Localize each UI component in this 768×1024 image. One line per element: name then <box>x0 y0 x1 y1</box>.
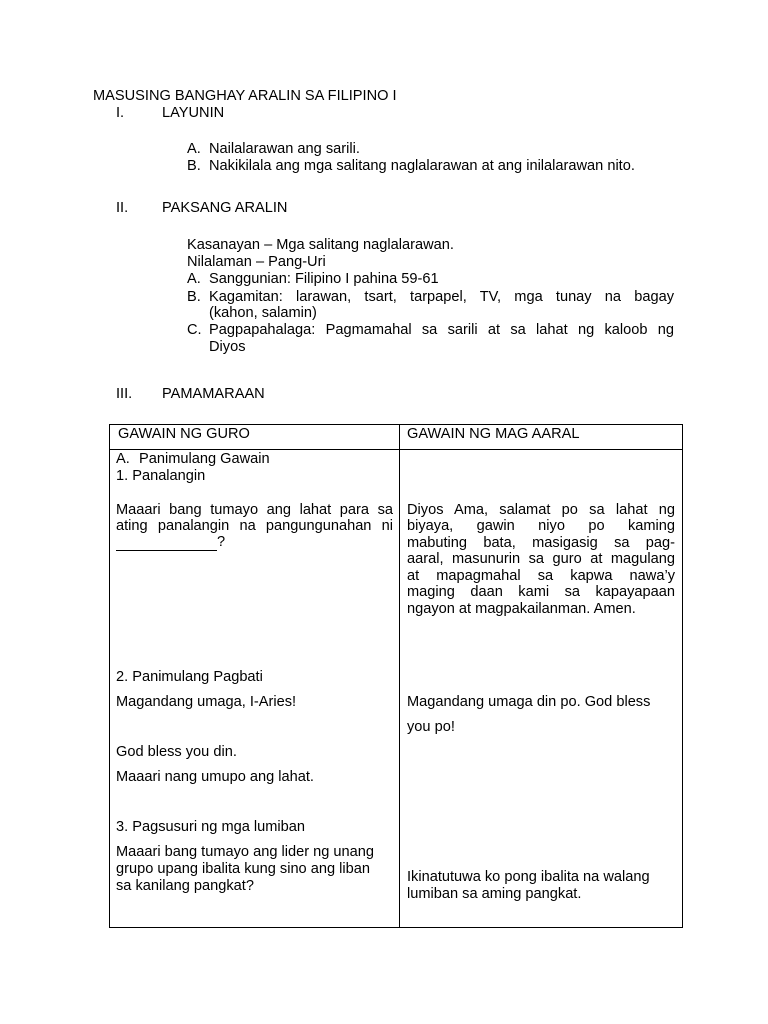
kasanayan-line: Kasanayan – Mga salitang naglalarawan. <box>187 237 454 253</box>
guro-line: grupo upang ibalita kung sino ang liban <box>116 861 370 877</box>
guro-line: Maaari bang tumayo ang lider ng unang <box>116 844 374 860</box>
header-label: GAWAIN NG MAG AARAL <box>407 426 580 442</box>
page-title: MASUSING BANGHAY ARALIN SA FILIPINO I <box>93 88 397 104</box>
nilalaman-line: Nilalaman – Pang-Uri <box>187 254 326 270</box>
guro-line: Maaari nang umupo ang lahat. <box>116 769 314 785</box>
section-number: III. <box>116 386 133 402</box>
list-marker: B. <box>187 289 201 305</box>
aaral-line: mabuting bata, masigasig sa pag- <box>407 535 675 551</box>
section-heading-paksang-aralin: PAKSANG ARALIN <box>162 200 288 216</box>
list-marker: A. <box>116 451 130 467</box>
list-item-continuation: (kahon, salamin) <box>209 305 317 321</box>
list-item: Nailalarawan ang sarili. <box>209 141 360 157</box>
gawain-table <box>109 424 683 928</box>
aaral-line: ngayon at magpakailanman. Amen. <box>407 601 636 617</box>
list-item: Kagamitan: larawan, tsart, tarpapel, TV, mga tunay na bagay <box>209 289 674 305</box>
aaral-line: Ikinatutuwa ko pong ibalita na walang <box>407 869 650 885</box>
list-marker: C. <box>187 322 202 338</box>
list-marker: B. <box>187 158 201 174</box>
list-item: Nakikilala ang mga salitang naglalarawan at ang inilalarawan nito. <box>209 158 635 174</box>
step-heading: 2. Panimulang Pagbati <box>116 669 263 685</box>
table-header-aaral <box>400 425 683 450</box>
guro-line: ating panalangin na pangungunahan ni <box>116 518 393 534</box>
guro-line: God bless you din. <box>116 744 237 760</box>
subheading: Panimulang Gawain <box>139 451 270 467</box>
aaral-line: Diyos Ama, salamat po sa lahat ng <box>407 502 675 518</box>
guro-line: ? <box>116 534 225 551</box>
list-marker: A. <box>187 141 201 157</box>
guro-line: sa kanilang pangkat? <box>116 878 254 894</box>
section-number: I. <box>116 105 125 121</box>
section-heading-pamamaraan: PAMAMARAAN <box>162 386 265 402</box>
aaral-line: aaral, masunurin sa guro at magulang <box>407 551 675 567</box>
aaral-line: you po! <box>407 719 455 735</box>
guro-line: Maaari bang tumayo ang lahat para sa <box>116 502 393 518</box>
aaral-line: biyaya, gawin niyo po kaming <box>407 518 675 534</box>
aaral-line: maging daan kami sa kapayapaan <box>407 584 675 600</box>
list-marker: A. <box>187 271 201 287</box>
section-number: II. <box>116 200 129 216</box>
header-label: GAWAIN NG GURO <box>118 426 250 442</box>
table-header-guro <box>110 425 400 450</box>
guro-line: Magandang umaga, I-Aries! <box>116 694 297 710</box>
step-heading: 3. Pagsusuri ng mga lumiban <box>116 819 306 835</box>
aaral-line: Magandang umaga din po. God bless <box>407 694 651 710</box>
step-heading: 1. Panalangin <box>116 468 206 484</box>
name-blank <box>116 536 217 551</box>
list-item-continuation: Diyos <box>209 339 246 355</box>
aaral-cell <box>400 450 683 928</box>
aaral-line: lumiban sa aming pangkat. <box>407 886 582 902</box>
list-item: Pagpapahalaga: Pagmamahal sa sarili at sa lahat ng kaloob ng <box>209 322 674 338</box>
aaral-line: at mapagmahal sa kapwa nawa’y <box>407 568 675 584</box>
list-item: Sanggunian: Filipino I pahina 59-61 <box>209 271 439 287</box>
section-heading-layunin: LAYUNIN <box>162 105 225 121</box>
guro-cell <box>110 450 400 928</box>
